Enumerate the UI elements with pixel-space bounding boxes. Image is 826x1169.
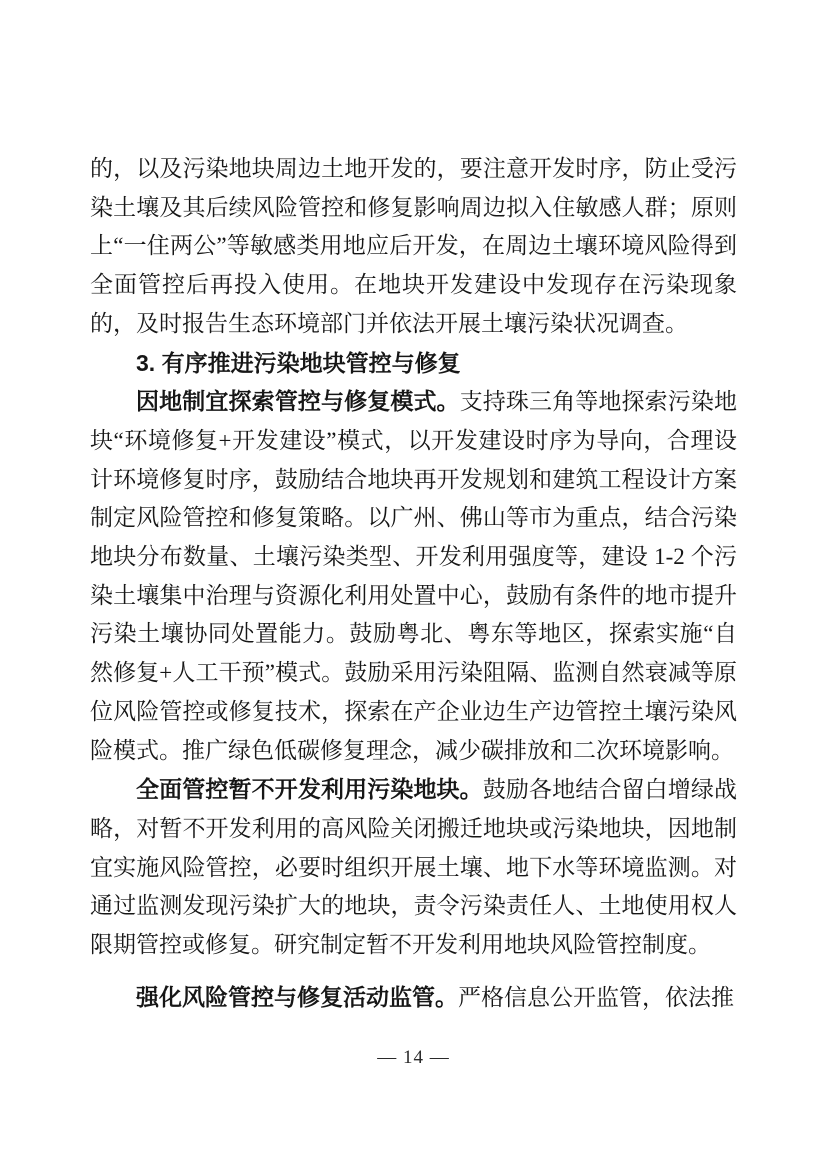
paragraph-continuation: 的，以及污染地块周边土地开发的，要注意开发时序，防止受污染土壤及其后续风险管控和修复影响周边拟入住敏感人群；原则上“一住两公”等敏感类用地应后开发，在周边土壤环境风险得到全面管控后再投入使用。在地块开发建设中发现存在污染现象的，及时报告生态环境部门并依法开展土壤污染状况调查。 <box>90 156 737 336</box>
paragraph-lead-bold: 全面管控暂不开发利用污染地块。 <box>136 776 483 803</box>
paragraph-body-text: 支持珠三角等地探索污染地块“环境修复+开发建设”模式，以开发建设时序为导向，合理设计环境修复时序，鼓励结合地块再开发规划和建筑工程设计方案制定风险管控和修复策略。以广州、佛山等市为重点，结合污染地块分布数量、土壤污染类型、开发利用强度等，建设 1-2 个污染土壤集中治理与资源化利用处置中心，鼓励有条件的地市提升污染土壤协同处置能力。鼓励粤北、粤东等地区，探索实施“自然修复+人工干预”模式。鼓励采用污染阻隔、监测自然衰减等原位风险管控或修复技术，探索在产企业边生产边管控土壤污染风险模式。推广绿色低碳修复理念，减少碳排放和二次环境影响。 <box>90 389 738 763</box>
page-footer <box>90 1046 737 1070</box>
paragraph <box>90 770 737 965</box>
paragraph-body-text: 严格信息公开监管，依法推 <box>458 984 734 1010</box>
paragraph-lead-bold: 强化风险管控与修复活动监管。 <box>136 983 458 1010</box>
paragraph-body-text: 鼓励各地结合留白增绿战略，对暂不开发利用的高风险关闭搬迁地块或污染地块，因地制宜实施风险管控，必要时组织开展土壤、地下水等环境监测。对通过监测发现污染扩大的地块，责令污染责任人、土地使用权人限期管控或修复。研究制定暂不开发利用地块风险管控制度。 <box>90 777 738 958</box>
paragraph <box>90 382 737 770</box>
paragraph-lead-bold: 因地制宜探索管控与修复模式。 <box>136 388 460 415</box>
section-heading: 3. 有序推进污染地块管控与修复 <box>136 349 461 376</box>
page-number: — 14 — <box>377 1047 450 1069</box>
paragraph <box>90 978 737 1018</box>
